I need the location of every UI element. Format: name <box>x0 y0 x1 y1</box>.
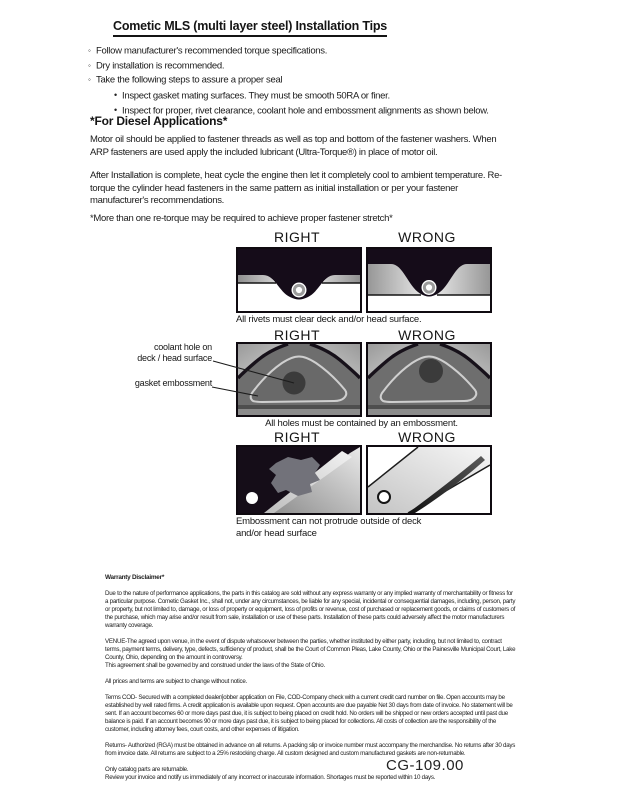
protrude-right-label: RIGHT <box>273 429 321 445</box>
bullet-item <box>88 73 566 88</box>
diesel-paragraph-2: After Installation is complete, heat cycle the engine then let it completely cool to ambient temperature. Re-torque the cylinder head fasteners in the same pattern as initial installation or per your fastener manufacturer's recommendations. <box>90 170 502 206</box>
holes-right-label: RIGHT <box>273 327 321 343</box>
holes-wrong-label: WRONG <box>398 327 456 343</box>
sub-bullet-item <box>114 88 566 104</box>
diesel-applications-heading: *For Diesel Applications* <box>90 114 228 128</box>
disclaimer-paragraph: All prices and terms are subject to change without notice. <box>105 678 247 685</box>
protrude-caption: Embossment can not protrude outside of deck and/or head surface <box>236 516 422 539</box>
disclaimer-paragraph: This agreement shall be governed by and construed under the laws of the State of Ohio. <box>105 662 325 669</box>
warranty-disclaimer <box>105 574 517 782</box>
disclaimer-paragraph: Review your invoice and notify us immediately of any incorrect or inaccurate information. Shortages must be reported within 10 days. <box>105 774 436 781</box>
diesel-paragraph-1: Motor oil should be applied to fastener threads as well as top and bottom of the fastener washers. When ARP fasteners are used apply the included lubricant (Ultra-Torque®) in place of motor oil. <box>90 134 497 158</box>
bullet-text: Inspect for proper, rivet clearance, coolant hole and embossment alignments as shown below. <box>122 105 489 117</box>
rivet-right-panel <box>236 247 362 313</box>
gasket-embossment-callout: gasket embossment <box>134 378 212 388</box>
disclaimer-heading: Warranty Disclaimer* <box>105 574 165 581</box>
page-title: Cometic MLS (multi layer steel) Installation Tips <box>113 19 387 37</box>
bullet-text: Inspect gasket mating surfaces. They must be smooth 50RA or finer. <box>122 90 390 101</box>
rivet-wrong-panel <box>366 247 492 313</box>
bullet-text: Take the following steps to assure a proper seal <box>96 74 283 86</box>
retorque-note: *More than one re-torque may be required to achieve proper fastener stretch* <box>90 213 393 224</box>
rivet-wrong-label: WRONG <box>398 229 456 245</box>
disclaimer-paragraph: Due to the nature of performance applications, the parts in this catalog are sold without any express warranty or any implied warranty of merchantability or fitness for a particular purpose. Cometic Gasket Inc., shall not, under any circumstances, be liable for any special, incidental or consequential damages, including, person, party or property, but not limited to, damage, or loss of property or equipment, loss of profits or revenue, cost of purchased or replacement goods, or claims of customers of the purchase, which may arise and/or result from sale, installation or use of these parts. Installation of these parts could adversely affect the motor manufacturers warranty coverage. <box>105 590 516 629</box>
rivet-caption: All rivets must clear deck and/or head surface. <box>236 314 422 325</box>
installation-tips-list <box>88 44 566 119</box>
protrude-right-panel <box>236 445 362 515</box>
coolant-hole-callout-line2: deck / head surface <box>137 353 212 363</box>
circle-bullet-icon: ◦ <box>88 46 91 55</box>
holes-caption: All holes must be contained by an embossment. <box>265 418 458 429</box>
circle-bullet-icon: ◦ <box>88 60 91 70</box>
page-code: CG-109.00 <box>386 757 464 774</box>
coolant-hole-callout-line1: coolant hole on <box>153 342 212 352</box>
disclaimer-paragraph: Returns- Authorized (RGA) must be obtained in advance on all returns. A packing slip or invoice number must accompany the merchandise. No returns after 30 days from invoice date. All returns are subject to a 25% restocking charge. All custom designed and custom manufactured gaskets are non-returnable. <box>105 742 516 757</box>
dot-bullet-icon: • <box>114 105 117 115</box>
disclaimer-paragraph: VENUE-The agreed upon venue, in the event of dispute whatsoever between the parties, whether instituted by either party, including, but not limited to, contract terms, payment terms, delivery, type, defects, sufficiency of product, shall be the Court of Common Pleas, Lake County, Ohio or the Painesville Municipal Court, Lake County, Ohio, depending on the amount in controversy. <box>105 638 516 661</box>
bullet-text: Follow manufacturer's recommended torque specifications. <box>96 45 328 57</box>
disclaimer-paragraph: Only catalog parts are returnable. <box>105 766 189 773</box>
protrude-wrong-panel <box>366 445 492 515</box>
bullet-item <box>88 44 566 59</box>
bullet-text: Dry installation is recommended. <box>96 60 225 71</box>
protrude-wrong-label: WRONG <box>398 429 456 445</box>
disclaimer-paragraph: Terms COD- Secured with a completed dealer/jobber application on File, COD-Company check with a current credit card number on file. Open accounts may be established by well rated firms. A credit application is available upon request. Open accounts are due payable Net 30 days from date of invoice. No statement will be sent. If an account becomes 60 or more days past due, it is subject to being placed on credit hold. No orders will be shipped or new orders accepted until past due balance is paid. If an account becomes 90 or more days past due, it is subject to being placed for collections. All costs of collection are the responsibility of the customer, including attorney fees, court costs, and other expenses of litigation. <box>105 694 513 733</box>
rivet-right-label: RIGHT <box>273 229 321 245</box>
bullet-item <box>88 59 566 74</box>
holes-right-panel <box>236 342 362 417</box>
holes-wrong-panel <box>366 342 492 417</box>
circle-bullet-icon: ◦ <box>88 75 91 84</box>
dot-bullet-icon: • <box>114 89 117 100</box>
